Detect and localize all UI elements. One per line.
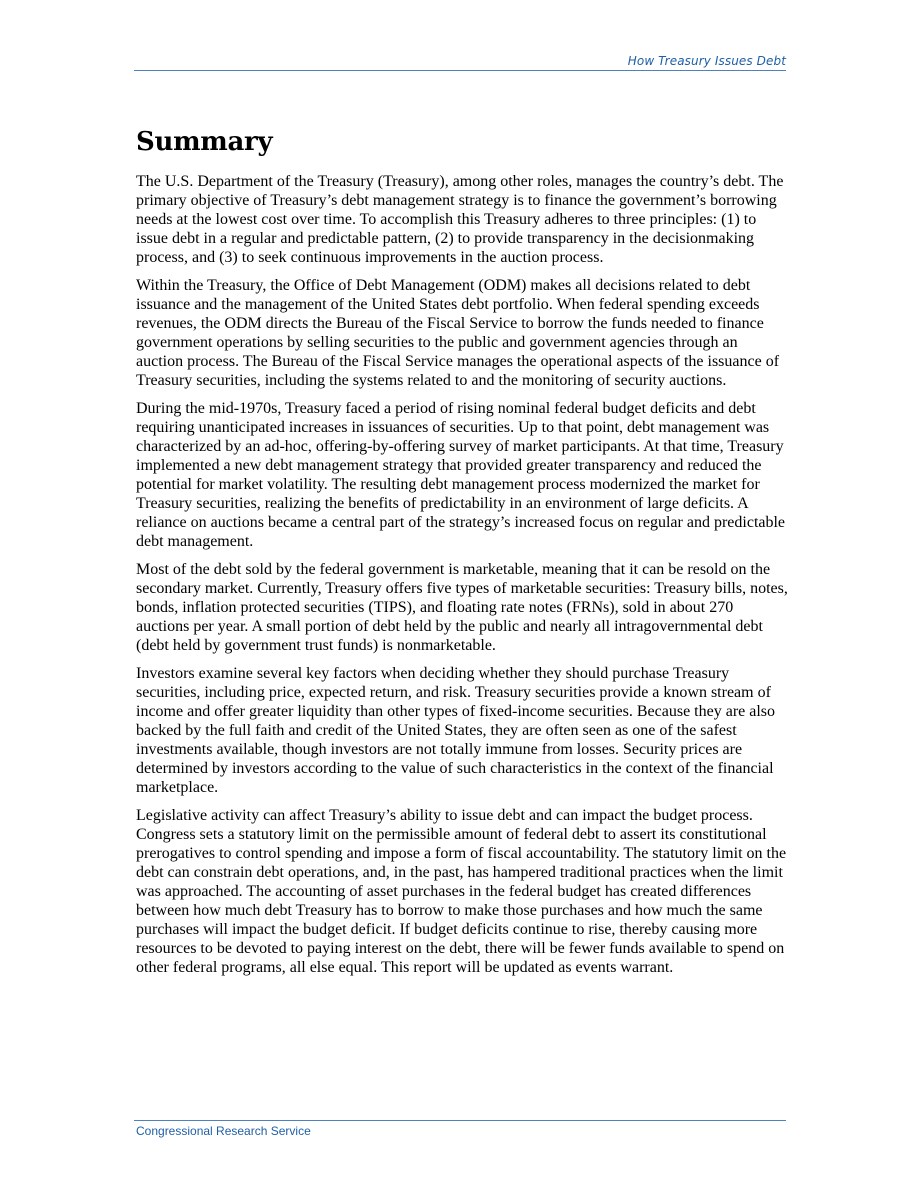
page-header (134, 54, 786, 71)
summary-paragraph-5: Investors examine several key factors when deciding whether they should purchase Treasury securities, including price, expected return, and risk. Treasury securities provide a known stream of income and offer greater liquidity than other types of fixed-income securities. Because they are also backed by the full faith and credit of the United States, they are often seen as one of the safest investments available, though investors are not totally immune from losses. Security prices are determined by investors according to the value of such characteristics in the context of the financial marketplace. (136, 665, 776, 796)
summary-paragraph-2: Within the Treasury, the Office of Debt Management (ODM) makes all decisions related to debt issuance and the management of the United States debt portfolio. When federal spending exceeds revenues, the ODM directs the Bureau of the Fiscal Service to borrow the funds needed to finance government operations by selling securities to the public and government agencies through an auction process. The Bureau of the Fiscal Service manages the operational aspects of the issuance of Treasury securities, including the systems related to and the monitoring of security auctions. (136, 277, 780, 389)
page-footer (134, 1120, 786, 1138)
running-header-title: How Treasury Issues Debt (627, 54, 786, 68)
main-content (136, 122, 788, 986)
summary-paragraph-1: The U.S. Department of the Treasury (Treasury), among other roles, manages the country’s debt. The primary objective of Treasury’s debt management strategy is to finance the government’s borrowing needs at the lowest cost over time. To accomplish this Treasury adheres to three principles: (1) to issue debt in a regular and predictable pattern, (2) to provide transparency in the decisionmaking process, and (3) to seek continuous improvements in the auction process. (136, 173, 784, 266)
summary-paragraph-4: Most of the debt sold by the federal government is marketable, meaning that it can be resold on the secondary market. Currently, Treasury offers five types of marketable securities: Treasury bills, notes, bonds, inflation protected securities (TIPS), and floating rate notes (FRNs), sold in about 270 auctions per year. A small portion of debt held by the public and nearly all intragovernmental debt (debt held by government trust funds) is nonmarketable. (136, 561, 788, 654)
summary-paragraph-3: During the mid-1970s, Treasury faced a period of rising nominal federal budget deficits and debt requiring unanticipated increases in issuances of securities. Up to that point, debt management was characterized by an ad-hoc, offering-by-offering survey of market participants. At that time, Treasury implemented a new debt management strategy that provided greater transparency and reduced the potential for market volatility. The resulting debt management process modernized the market for Treasury securities, realizing the benefits of predictability in an environment of large deficits. A reliance on auctions became a central part of the strategy’s increased focus on regular and predictable debt management. (136, 400, 786, 550)
summary-paragraph-6: Legislative activity can affect Treasury’s ability to issue debt and can impact the budget process. Congress sets a statutory limit on the permissible amount of federal debt to assert its constitutional prerogatives to control spending and impose a form of fiscal accountability. The statutory limit on the debt can constrain debt operations, and, in the past, has hampered traditional practices when the limit was approached. The accounting of asset purchases in the federal budget has created differences between how much debt Treasury has to borrow to make those purchases and how much the same purchases will impact the budget deficit. If budget deficits continue to rise, thereby causing more resources to be devoted to paying interest on the debt, there will be fewer funds available to spend on other federal programs, all else equal. This report will be updated as events warrant. (136, 807, 787, 976)
page-title: Summary (136, 127, 273, 157)
footer-organization: Congressional Research Service (136, 1124, 311, 1138)
